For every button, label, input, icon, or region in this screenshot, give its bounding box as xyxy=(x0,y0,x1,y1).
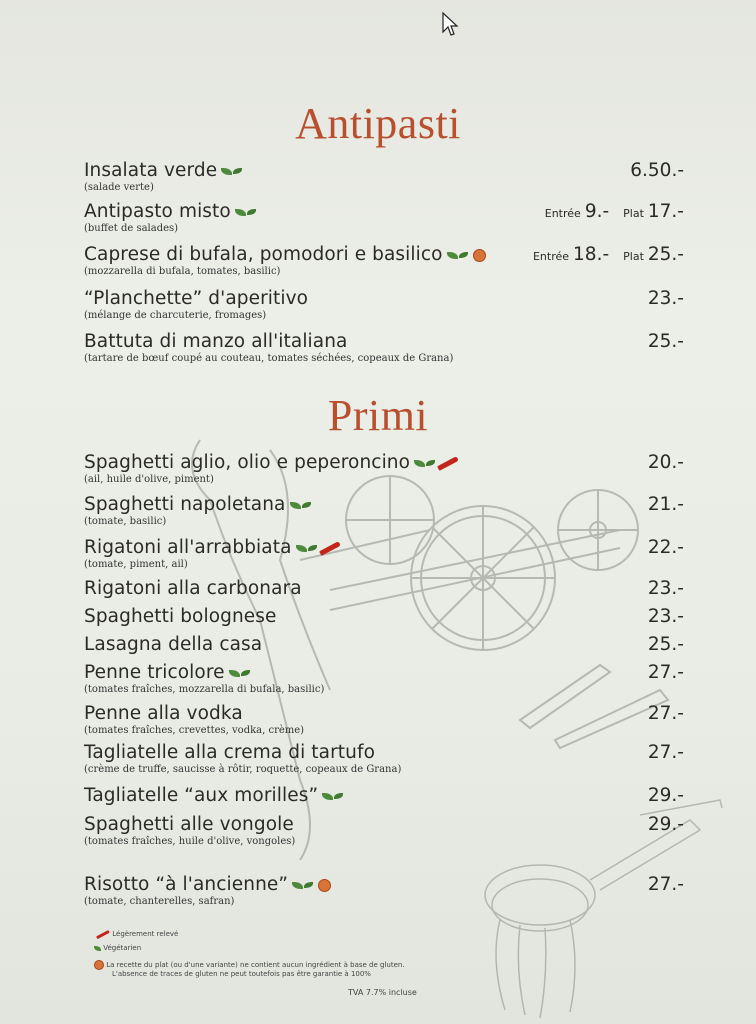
item-price: 22.- xyxy=(647,537,684,558)
plat-label: Plat xyxy=(623,250,644,263)
item-name: Rigatoni all'arrabbiata xyxy=(84,537,292,558)
menu-item xyxy=(84,634,684,656)
item-price: 23.- xyxy=(647,578,684,599)
menu-item xyxy=(84,785,684,807)
item-price-group xyxy=(531,201,684,222)
vegetarian-leaf-icon xyxy=(290,502,301,509)
antipasti-title: Antipasti xyxy=(295,99,461,148)
item-name: Spaghetti aglio, olio e peperoncino xyxy=(84,452,411,473)
item-price: 17.- xyxy=(647,201,684,222)
menu-item xyxy=(84,537,684,571)
mouse-cursor-icon xyxy=(441,12,459,38)
menu-item xyxy=(84,742,684,776)
entree-price: 9.- xyxy=(584,201,610,222)
menu-item xyxy=(84,606,684,628)
item-price: 21.- xyxy=(647,494,684,515)
menu-item xyxy=(84,814,684,848)
item-description: (ail, huile d'olive, piment) xyxy=(84,474,214,485)
menu-item xyxy=(84,662,684,696)
vegetarian-leaf-icon xyxy=(296,545,307,552)
item-description: (tartare de bœuf coupé au couteau, tomates séchées, copeaux de Grana) xyxy=(84,353,454,364)
entree-price: 18.- xyxy=(573,244,610,265)
entree-label: Entrée xyxy=(532,250,570,263)
vat-note: TVA 7.7% incluse xyxy=(348,988,417,997)
item-name: Spaghetti bolognese xyxy=(84,606,277,627)
menu-item xyxy=(84,331,684,365)
vegetarian-leaf-icon xyxy=(414,460,425,467)
item-name: Tagliatelle alla crema di tartufo xyxy=(84,742,376,763)
menu-item xyxy=(84,160,684,194)
item-description: (tomate, chanterelles, safran) xyxy=(84,896,235,907)
item-price: 27.- xyxy=(647,742,684,763)
item-price-group xyxy=(519,244,684,265)
vegetarian-leaf-icon xyxy=(304,882,313,888)
vegetarian-leaf-icon xyxy=(247,209,256,215)
item-price: 23.- xyxy=(647,606,684,627)
item-price: 29.- xyxy=(647,785,684,806)
menu-item xyxy=(84,244,684,278)
item-name: Antipasto misto xyxy=(84,201,231,222)
item-price: 25.- xyxy=(647,331,684,352)
gluten-free-icon xyxy=(94,960,104,970)
primi-title: Primi xyxy=(327,391,429,440)
legend-gluten-line1: La recette du plat (ou d'une variante) ne contient aucun ingrédient à base de gluten. xyxy=(106,961,405,969)
vegetarian-leaf-icon xyxy=(221,168,232,175)
item-name: Spaghetti napoletana xyxy=(84,494,286,515)
item-description: (salade verte) xyxy=(84,182,154,193)
item-price: 27.- xyxy=(647,874,684,895)
vegetarian-leaf-icon xyxy=(308,545,317,551)
legend-gluten xyxy=(94,960,405,970)
item-description: (tomates fraîches, crevettes, vodka, crème) xyxy=(84,725,305,736)
menu-item xyxy=(84,578,684,600)
chili-icon xyxy=(319,541,341,556)
item-price: 25.- xyxy=(647,244,684,265)
item-name: Penne alla vodka xyxy=(84,703,243,724)
item-price: 25.- xyxy=(647,634,684,655)
item-description: (crème de truffe, saucisse à rôtir, roquette, copeaux de Grana) xyxy=(84,764,402,775)
item-description: (mélange de charcuterie, fromages) xyxy=(84,310,267,321)
vegetarian-leaf-icon xyxy=(94,946,101,951)
menu-item xyxy=(84,201,684,235)
item-description: (tomates fraîches, huile d'olive, vongoles) xyxy=(84,836,296,847)
item-price: 27.- xyxy=(647,662,684,683)
vegetarian-leaf-icon xyxy=(322,793,333,800)
item-name: Penne tricolore xyxy=(84,662,225,683)
item-name: Risotto “à l'ancienne” xyxy=(84,874,289,895)
item-price: 6.50.- xyxy=(630,160,684,181)
vegetarian-leaf-icon xyxy=(292,882,303,889)
item-name: Rigatoni alla carbonara xyxy=(84,578,302,599)
item-name: Insalata verde xyxy=(84,160,218,181)
menu-item xyxy=(84,494,684,528)
item-price: 27.- xyxy=(647,703,684,724)
item-price: 23.- xyxy=(647,288,684,309)
vegetarian-leaf-icon xyxy=(233,168,242,174)
vegetarian-leaf-icon xyxy=(235,209,246,216)
menu-item xyxy=(84,874,684,908)
item-name: Lasagna della casa xyxy=(84,634,263,655)
legend-gluten-line2: L'absence de traces de gluten ne peut toutefois pas être garantie à 100% xyxy=(112,970,371,978)
menu-item xyxy=(84,288,684,322)
legend-spicy xyxy=(94,930,178,938)
item-name: “Planchette” d'aperitivo xyxy=(84,288,309,309)
item-description: (buffet de salades) xyxy=(84,223,179,234)
vegetarian-leaf-icon xyxy=(459,252,468,258)
item-description: (tomates fraîches, mozzarella di bufala, basilic) xyxy=(84,684,325,695)
item-description: (tomate, piment, ail) xyxy=(84,559,188,570)
item-name: Battuta di manzo all'italiana xyxy=(84,331,348,352)
legend-vegetarian-label: Végétarien xyxy=(103,944,142,952)
menu-item xyxy=(84,703,684,737)
gluten-free-icon xyxy=(473,249,486,262)
legend-spicy-label: Légèrement relevé xyxy=(112,930,179,938)
plat-label: Plat xyxy=(623,207,644,220)
chili-icon xyxy=(96,929,110,938)
item-name: Spaghetti alle vongole xyxy=(84,814,294,835)
item-description: (mozzarella di bufala, tomates, basilic) xyxy=(84,266,281,277)
gluten-free-icon xyxy=(318,879,331,892)
vegetarian-leaf-icon xyxy=(447,252,458,259)
item-name: Tagliatelle “aux morilles” xyxy=(84,785,319,806)
item-name: Caprese di bufala, pomodori e basilico xyxy=(84,244,443,265)
menu-item xyxy=(84,452,684,486)
item-price: 20.- xyxy=(647,452,684,473)
chili-icon xyxy=(437,456,459,471)
entree-label: Entrée xyxy=(544,207,581,220)
vegetarian-leaf-icon xyxy=(334,793,343,799)
item-price: 29.- xyxy=(647,814,684,835)
item-description: (tomate, basilic) xyxy=(84,516,167,527)
vegetarian-leaf-icon xyxy=(229,670,240,677)
vegetarian-leaf-icon xyxy=(426,460,435,466)
vegetarian-leaf-icon xyxy=(302,502,311,508)
vegetarian-leaf-icon xyxy=(241,670,250,676)
legend-vegetarian xyxy=(94,944,141,952)
